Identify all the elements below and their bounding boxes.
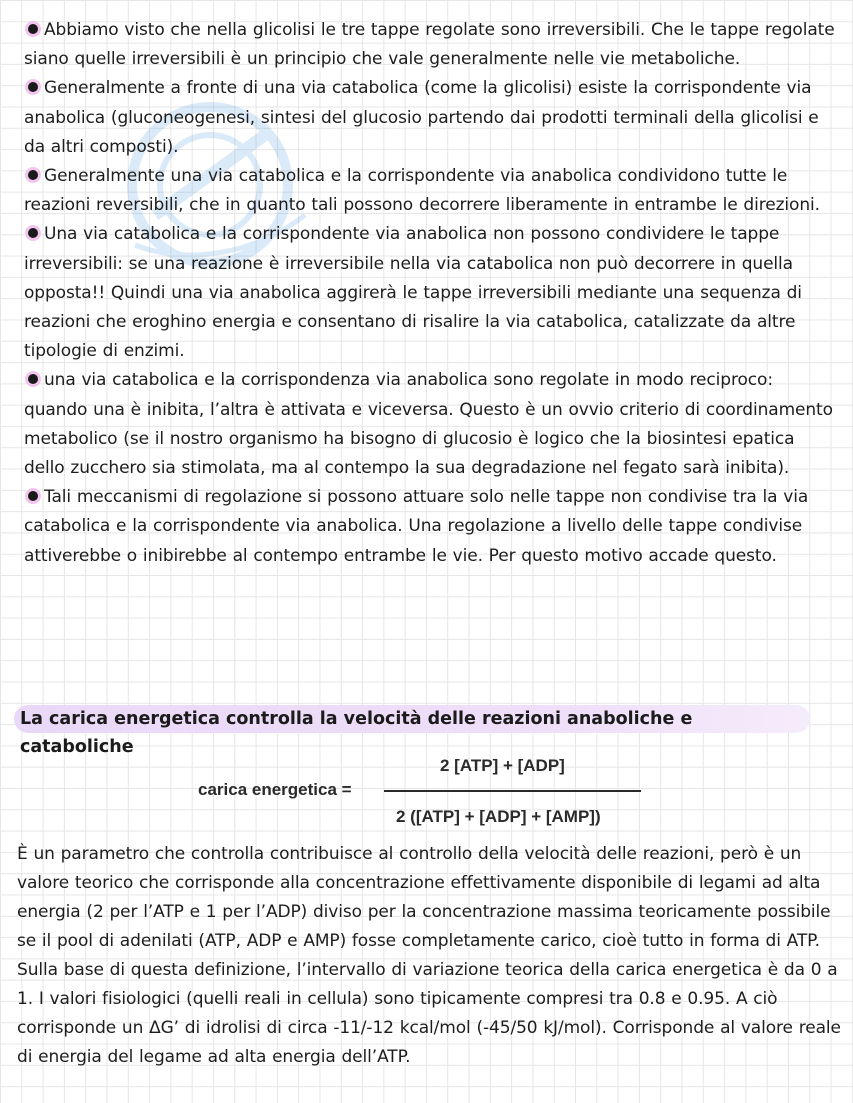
bullet-dot-icon (28, 491, 38, 501)
bullet-dot-icon (28, 170, 38, 180)
body-paragraph: È un parametro che controlla contribuisce al controllo della velocità delle reazioni, però è un valore teorico che corrisponde alla concentrazione effettivamente disponibile di legami ad alta energia (2 per l’ATP e 1 per l’ADP) diviso per la concentrazione massima teoricamente possibile se il pool di adenilati (ATP, ADP e AMP) fosse completamente carico, cioè tutto in forma di ATP. Sulla base di questa definizione, l’intervallo di variazione teorica della carica energetica è da 0 a 1. I valori fisiologici (quelli reali in cellula) sono tipicamente compresi tra 0.8 e 0.95. A ciò corrisponde un ΔG’ di idrolisi di circa -11/-12 kcal/mol (-45/50 kJ/mol). Corrisponde al valore reale di energia del legame ad alta energia dell’ATP. (17, 844, 841, 1067)
fraction-bar (384, 790, 641, 792)
bullet-item (24, 483, 840, 571)
section-heading: La carica energetica controlla la velocità delle reazioni anaboliche e cataboliche (14, 705, 810, 733)
bullet-text: una via catabolica e la corrispondenza via anabolica sono regolate in modo reciproco: quando una è inibita, l’altra è attivata e viceversa. Questo è un ovvio criterio di coordinamento metabolico (se il nostro organismo ha bisogno di glucosio è logico che la biosintesi epatica dello zucchero sia stimolata, ma al contempo la sua degradazione nel fegato sarà inibita). (24, 370, 833, 479)
bullet-item (24, 162, 840, 220)
bullet-item (24, 74, 840, 162)
bullet-text: Una via catabolica e la corrispondente via anabolica non possono condividere le tappe irreversibili: se una reazione è irreversibile nella via catabolica non può decorrere in quella opposta!! Quindi una via anabolica aggirerà le tappe irreversibili mediante una sequenza di reazioni che eroghino energia e consentano di risalire la via catabolica, catalizzate da altre tipologie di enzimi. (24, 224, 802, 362)
bullet-text: Tali meccanismi di regolazione si possono attuare solo nelle tappe non condivise tra la via catabolica e la corrispondente via anabolica. Una regolazione a livello delle tappe condivise attiverebbe o inibirebbe al contempo entrambe le vie. Per questo motivo accade questo. (24, 487, 809, 566)
formula-label: carica energetica = (198, 780, 352, 799)
bullet-item (24, 220, 840, 366)
bullet-dot-icon (28, 228, 38, 238)
formula-numerator: 2 [ATP] + [ADP] (440, 756, 565, 775)
energy-charge-formula (198, 750, 658, 830)
formula-denominator: 2 ([ATP] + [ADP] + [AMP]) (396, 807, 601, 826)
bullet-item (24, 366, 840, 483)
bullet-dot-icon (28, 82, 38, 92)
bullet-list (24, 16, 840, 571)
bullet-text: Abbiamo visto che nella glicolisi le tre tappe regolate sono irreversibili. Che le tappe regolate siano quelle irreversibili è un principio che vale generalmente nelle vie metaboliche. (24, 20, 835, 70)
bullet-dot-icon (28, 24, 38, 34)
bullet-dot-icon (28, 374, 38, 384)
bullet-text: Generalmente una via catabolica e la corrispondente via anabolica condividono tutte le reazioni reversibili, che in quanto tali possono decorrere liberamente in entrambe le direzioni. (24, 166, 820, 216)
bullet-text: Generalmente a fronte di una via catabolica (come la glicolisi) esiste la corrispondente via anabolica (gluconeogenesi, sintesi del glucosio partendo dai prodotti terminali della glicolisi e da altri composti). (24, 78, 819, 157)
bullet-item (24, 16, 840, 74)
